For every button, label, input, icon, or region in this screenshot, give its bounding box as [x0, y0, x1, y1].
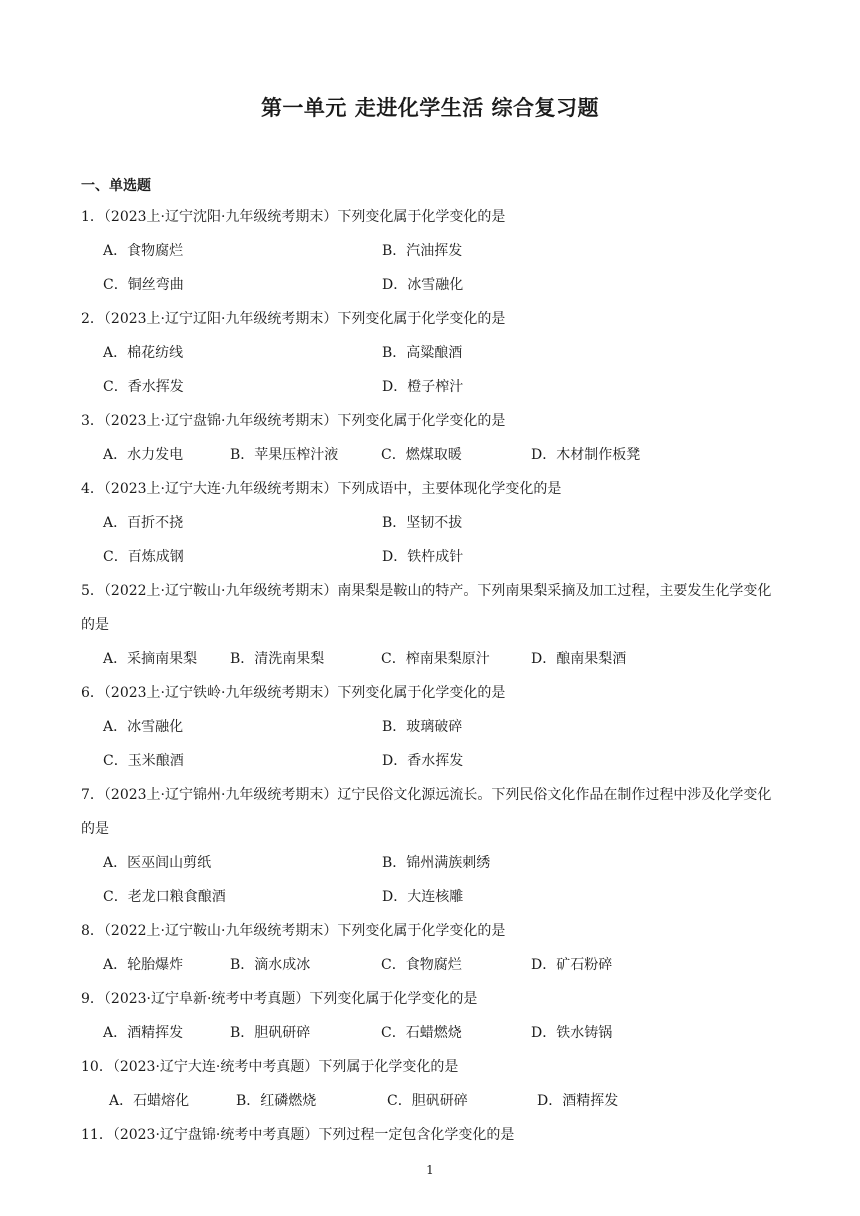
option-c: C．百炼成钢	[103, 549, 184, 565]
option-c: C．胆矾研碎	[387, 1093, 468, 1109]
options	[81, 336, 781, 404]
section-heading: 一、单选题	[81, 178, 151, 194]
question-8	[81, 914, 781, 982]
option-a: A．百折不挠	[103, 515, 184, 531]
option-d: D．酿南果梨酒	[531, 651, 627, 667]
question-3	[81, 404, 781, 472]
option-a: A．采摘南果梨	[103, 651, 198, 667]
question-list	[81, 200, 781, 1152]
option-d: D．酒精挥发	[537, 1093, 619, 1109]
option-c: C．石蜡燃烧	[381, 1025, 462, 1041]
option-b: B．汽油挥发	[382, 243, 463, 259]
options	[81, 948, 781, 982]
option-d: D．铁水铸锅	[531, 1025, 613, 1041]
question-stem: 8．（2022上·辽宁鞍山·九年级统考期末）下列变化属于化学变化的是	[81, 923, 506, 939]
question-stem: 10．（2023·辽宁大连·统考中考真题）下列属于化学变化的是	[81, 1059, 459, 1075]
option-c: C．榨南果梨原汁	[381, 651, 490, 667]
option-b: B．清洗南果梨	[230, 651, 325, 667]
option-b: B．胆矾研碎	[230, 1025, 311, 1041]
question-2	[81, 302, 781, 404]
option-d: D．香水挥发	[382, 753, 464, 769]
question-stem: 4．（2023上·辽宁大连·九年级统考期末）下列成语中，主要体现化学变化的是	[81, 481, 562, 497]
option-a: A．棉花纺线	[103, 345, 184, 361]
option-a: A．水力发电	[103, 447, 184, 463]
options	[81, 234, 781, 302]
option-d: D．橙子榨汁	[382, 379, 464, 395]
option-b: B．坚韧不拔	[382, 515, 463, 531]
option-c: C．玉米酿酒	[103, 753, 184, 769]
options	[81, 438, 781, 472]
question-stem: 11．（2023·辽宁盘锦·统考中考真题）下列过程一定包含化学变化的是	[81, 1127, 515, 1143]
question-stem: 6．（2023上·辽宁铁岭·九年级统考期末）下列变化属于化学变化的是	[81, 685, 506, 701]
option-c: C．燃煤取暖	[381, 447, 462, 463]
question-7	[81, 778, 781, 914]
option-d: D．大连核雕	[382, 889, 464, 905]
question-stem: 5．（2022上·辽宁鞍山·九年级统考期末）南果梨是鞍山的特产。下列南果梨采摘及加工过程，主要发生化学变化的是	[81, 583, 772, 633]
question-stem: 3．（2023上·辽宁盘锦·九年级统考期末）下列变化属于化学变化的是	[81, 413, 506, 429]
question-11	[81, 1118, 781, 1152]
option-a: A．酒精挥发	[103, 1025, 184, 1041]
options	[81, 1084, 781, 1118]
question-1	[81, 200, 781, 302]
options	[81, 642, 781, 676]
question-stem: 7．（2023上·辽宁锦州·九年级统考期末）辽宁民俗文化源远流长。下列民俗文化作品在制作过程中涉及化学变化的是	[81, 787, 772, 837]
question-6	[81, 676, 781, 778]
question-stem: 1．（2023上·辽宁沈阳·九年级统考期末）下列变化属于化学变化的是	[81, 209, 506, 225]
option-b: B．红磷燃烧	[236, 1093, 317, 1109]
option-a: A．石蜡熔化	[109, 1093, 190, 1109]
options	[81, 1016, 781, 1050]
question-5	[81, 574, 781, 676]
option-d: D．铁杵成针	[382, 549, 464, 565]
document-title: 第一单元 走进化学生活 综合复习题	[260, 95, 600, 120]
option-b: B．高粱酿酒	[382, 345, 463, 361]
question-stem: 2．（2023上·辽宁辽阳·九年级统考期末）下列变化属于化学变化的是	[81, 311, 506, 327]
option-b: B．锦州满族刺绣	[382, 855, 491, 871]
options	[81, 846, 781, 914]
option-d: D．冰雪融化	[382, 277, 464, 293]
option-a: A．轮胎爆炸	[103, 957, 184, 973]
question-stem: 9．（2023·辽宁阜新·统考中考真题）下列变化属于化学变化的是	[81, 991, 478, 1007]
option-a: A．医巫闾山剪纸	[103, 855, 212, 871]
option-b: B．苹果压榨汁液	[230, 447, 339, 463]
option-b: B．滴水成冰	[230, 957, 311, 973]
options	[81, 710, 781, 778]
question-10	[81, 1050, 781, 1118]
option-b: B．玻璃破碎	[382, 719, 463, 735]
option-a: A．食物腐烂	[103, 243, 184, 259]
option-c: C．香水挥发	[103, 379, 184, 395]
option-c: C．食物腐烂	[381, 957, 462, 973]
question-9	[81, 982, 781, 1050]
option-c: C．老龙口粮食酿酒	[103, 889, 226, 905]
page-number: 1	[426, 1163, 434, 1177]
options	[81, 506, 781, 574]
option-c: C．铜丝弯曲	[103, 277, 184, 293]
question-4	[81, 472, 781, 574]
option-d: D．矿石粉碎	[531, 957, 613, 973]
option-d: D．木材制作板凳	[531, 447, 641, 463]
option-a: A．冰雪融化	[103, 719, 184, 735]
